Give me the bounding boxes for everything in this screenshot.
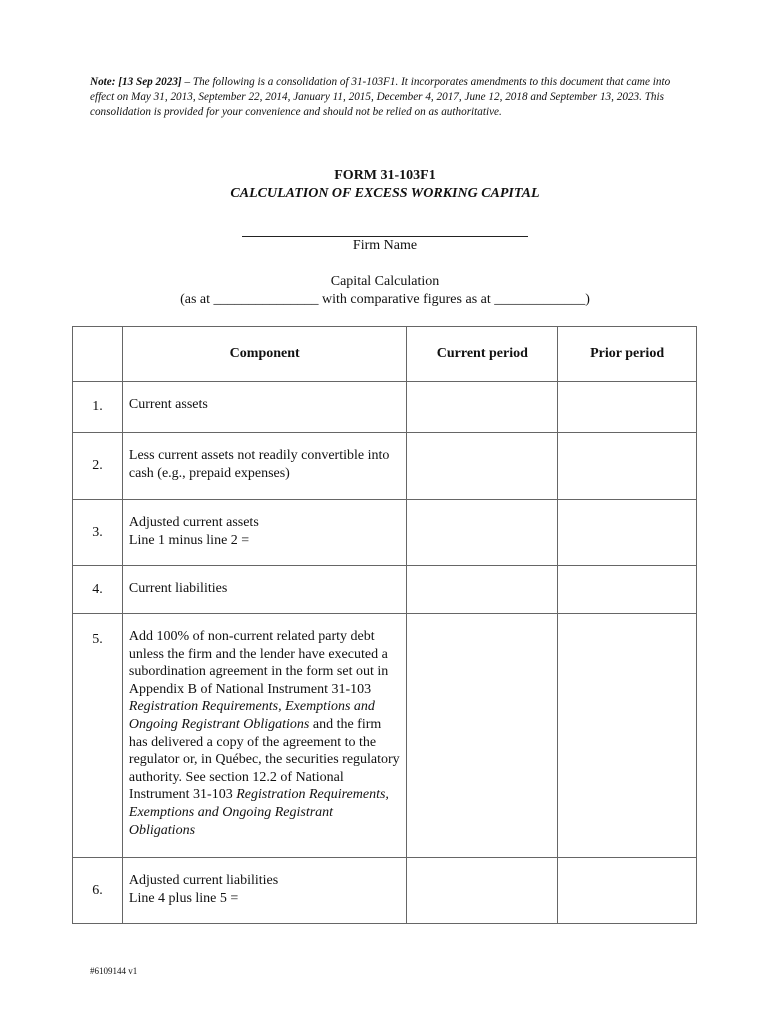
- prior-period-cell[interactable]: [558, 500, 697, 566]
- table-row: [73, 566, 697, 614]
- current-period-cell[interactable]: [407, 500, 558, 566]
- firm-name-underline: [242, 236, 528, 237]
- row-component: [122, 614, 407, 858]
- instrument-title: Registration Requirements, Exemptions and Ongoing Registrant Obligations: [128, 699, 375, 732]
- note-text: – The following is a consolidation of 31-103F1. It incorporates amendments to this document that came into effect on May 31, 2013, September 22, 2014, January 11, 2015, December 4, 2017, June 12, 2018 and September 13, 2023. This consolidation is provided for your convenience and should not be relied on as authoritative.: [90, 76, 671, 119]
- component-text: Adjusted current liabilities: [128, 873, 279, 888]
- row-number: 5.: [73, 614, 123, 858]
- form-title: FORM 31-103F1: [334, 168, 436, 183]
- component-text: Current liabilities: [128, 581, 228, 596]
- row-component: [122, 382, 407, 433]
- table-header-row: [73, 327, 697, 382]
- instrument-title: Registration Requirements, Exemptions and Ongoing Registrant Obligations: [128, 787, 389, 838]
- table-row: [73, 858, 697, 924]
- component-formula: Line 1 minus line 2 =: [128, 532, 250, 548]
- consolidation-note: [90, 75, 680, 121]
- row-component: [122, 858, 407, 924]
- header-component: Component: [122, 327, 407, 382]
- table-row: [73, 382, 697, 433]
- row-number: 4.: [73, 566, 123, 614]
- table-row: [73, 614, 697, 858]
- component-text: Adjusted current assets: [128, 515, 259, 530]
- prior-period-cell[interactable]: [558, 382, 697, 433]
- component-formula: Line 4 plus line 5 =: [128, 890, 239, 906]
- prior-period-cell[interactable]: [558, 858, 697, 924]
- prior-period-cell[interactable]: [558, 614, 697, 858]
- document-id: #6109144 v1: [90, 966, 138, 976]
- component-text: Current assets: [128, 397, 208, 412]
- note-label: Note: [13 Sep 2023]: [90, 76, 182, 88]
- row-number: 2.: [73, 433, 123, 500]
- prior-period-cell[interactable]: [558, 566, 697, 614]
- component-text: Add 100% of non-current related party debt unless the firm and the lender have executed a subordination agreement in the form set out in Appendix B of National Instrument 31-103: [128, 629, 389, 697]
- row-component: [122, 566, 407, 614]
- header-number: [73, 327, 123, 382]
- header-prior-period: Prior period: [558, 327, 697, 382]
- as-at-line: (as at _______________ with comparative figures as at _____________): [180, 292, 590, 307]
- row-component: [122, 500, 407, 566]
- row-component: [122, 433, 407, 500]
- current-period-cell[interactable]: [407, 614, 558, 858]
- current-period-cell[interactable]: [407, 433, 558, 500]
- calculation-table: [72, 326, 697, 924]
- form-subtitle: CALCULATION OF EXCESS WORKING CAPITAL: [230, 186, 540, 201]
- current-period-cell[interactable]: [407, 382, 558, 433]
- row-number: 6.: [73, 858, 123, 924]
- table-row: [73, 500, 697, 566]
- row-number: 1.: [73, 382, 123, 433]
- component-text-cont: and the firm has delivered a copy of the agreement to the regulator or, in Québec, the securities regulatory authority. See section 12.2 of National Instrument 31-103: [128, 716, 400, 803]
- header-current-period: Current period: [407, 327, 558, 382]
- current-period-cell[interactable]: [407, 566, 558, 614]
- capital-calculation-label: Capital Calculation: [330, 274, 440, 289]
- row-number: 3.: [73, 500, 123, 566]
- current-period-cell[interactable]: [407, 858, 558, 924]
- table-row: [73, 433, 697, 500]
- component-text: Less current assets not readily convertible into cash (e.g., prepaid expenses): [128, 448, 390, 481]
- prior-period-cell[interactable]: [558, 433, 697, 500]
- firm-name-label: Firm Name: [352, 238, 418, 253]
